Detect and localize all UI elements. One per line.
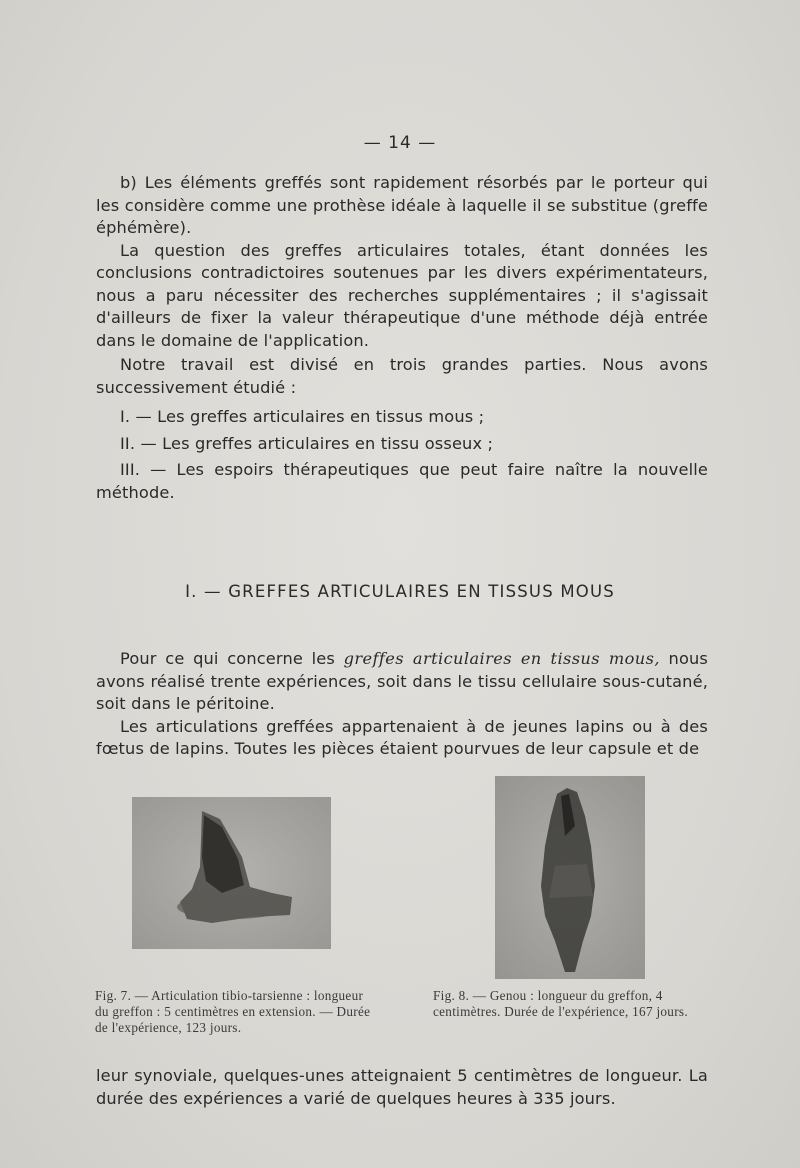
list-item-3: III. — Les espoirs thérapeutiques que peut faire naître la nouvelle méthode. <box>96 460 708 502</box>
knee-graft-image <box>495 776 645 979</box>
paragraph-question: La question des greffes articulaires totales, étant données les conclusions contradictoires soutenues par les divers expérimentateurs, nous a paru nécessiter des recherches supplémentaires ; il s'agissait d'ailleurs de fixer la valeur thérapeutique d'une méthode déjà entrée dans le domaine de l'application. <box>96 240 708 350</box>
section-text <box>96 648 708 761</box>
ankle-joint-graft-image <box>132 797 331 949</box>
figure-7-caption <box>95 988 375 1036</box>
section-paragraph-1-italic: greffes articulaires en tissus mous, <box>343 649 660 668</box>
intro-text <box>96 172 708 504</box>
figure-8-photo <box>495 776 645 979</box>
figure-7-caption-text: Fig. 7. — Articulation tibio-tarsienne : longueur du greffon : 5 centimètres en extension. — Durée de l'expérience, 123 jours. <box>95 988 371 1035</box>
list-item-2: II. — Les greffes articulaires en tissu osseux ; <box>120 433 494 453</box>
closing-paragraph: leur synoviale, quelques-unes atteignaient 5 centimètres de longueur. La durée des expériences a varié de quelques heures à 335 jours. <box>96 1066 708 1108</box>
section-paragraph-1-end: nous avons réalisé trente expériences, soit dans le tissu cellulaire sous-cutané, soit dans le péritoine. <box>96 649 708 713</box>
paragraph-work: Notre travail est divisé en trois grandes parties. Nous avons successivement étudié : <box>96 355 708 397</box>
section-paragraph-1-start: Pour ce qui concerne les <box>120 649 344 668</box>
figure-8-caption <box>433 988 705 1020</box>
section-heading: I. — GREFFES ARTICULAIRES EN TISSUS MOUS <box>185 582 615 601</box>
list-item-1: I. — Les greffes articulaires en tissus mous ; <box>120 407 485 426</box>
closing-text <box>96 1065 708 1110</box>
section-paragraph-1 <box>96 648 708 716</box>
figure-8-caption-text: Fig. 8. — Genou : longueur du greffon, 4 centimètres. Durée de l'expérience, 167 jours. <box>433 988 688 1019</box>
page-number: — 14 — <box>363 133 437 153</box>
paragraph-b: b) Les éléments greffés sont rapidement résorbés par le porteur qui les considère comme une prothèse idéale à laquelle il se substitue (greffe éphémère). <box>96 173 708 237</box>
figure-7-photo <box>132 797 331 949</box>
section-paragraph-2: Les articulations greffées appartenaient à de jeunes lapins ou à des fœtus de lapins. Toutes les pièces étaient pourvues de leur capsule et de <box>96 716 708 758</box>
